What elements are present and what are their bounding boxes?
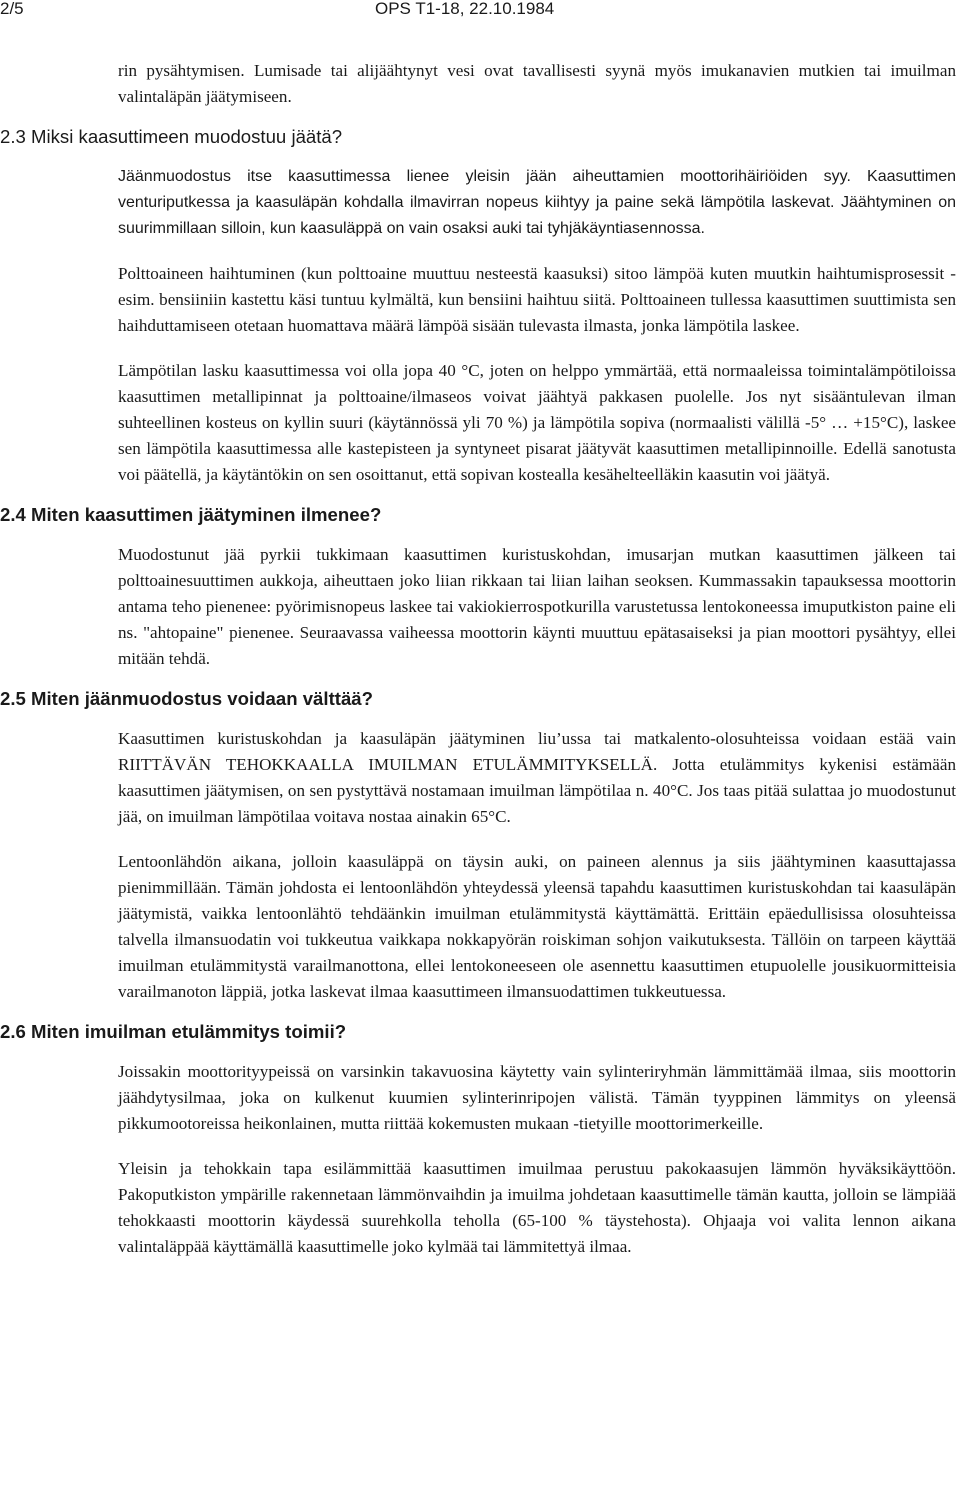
section-2-3-paragraph-3: Lämpötilan lasku kaasuttimessa voi olla jopa 40 °C, joten on helppo ymmärtää, että normaaleissa toimintalämpötiloissa kaasuttimen metallipinnat ja polttoaine/ilmaseos voivat jäähtyä pakkasen puolelle. Jos nyt sisääntulevan ilman suhteellinen kosteus on kyllin suuri (käytännössä yli 70 %) ja lämpötila sopiva (normaalisti välillä -5° … +15°C), laskee sen lämpötila kaasuttimessa alle kastepisteen ja syntyneet pisarat jäätyvät kaasuttimen metallipinnoille. Edellä sanotusta voi päätellä, ja käytäntökin on sen osoittanut, että sopivan kostealla kesähelteelläkin kaasutin voi jäätyä. [118, 361, 956, 484]
section-2-6-paragraph-1: Joissakin moottorityypeissä on varsinkin takavuosina käytetty vain sylinteriryhmän lämmittämää ilmaa, siis moottorin jäähdytysilmaa, joka on kulkenut kuumien sylinterinripojen välistä. Tämän tyyppinen lämmitys on yleensä pikkumootoreissa heikonlainen, mutta riittää kokemusten mukaan -tietyille moottorimerkeille. [118, 1062, 956, 1133]
section-heading-2-3: 2.3 Miksi kaasuttimeen muodostuu jäätä? [0, 126, 343, 147]
section-2-5-paragraph-2: Lentoonlähdön aikana, jolloin kaasuläppä on täysin auki, on paineen alennus ja siis jäähtyminen kaasuttajassa pienimmillään. Tämän johdosta ei lentoonlähdön yhteydessä yleensä tapahdu kaasuttimen kuristuskohdan tai kaasuläpän jäätymistä, vaikka lentoonlähtö tehdäänkin imuilman etulämmitystä käyttämättä. Erittäin epäedullisissa olosuhteissa talvella ilmansuodatin voi tukkeutua vaikkapa nokkapyörän roiskiman sohjon vaikutuksesta. Tällöin on tarpeen käyttää imuilman etulämmitystä varailmanottona, ellei lentokoneeseen ole asennettu kaasuttimen etupuolelle jousikuormitteisia varailmanoton läppiä, jotka laskevat ilmaa kaasuttimeen ilmansuodattimen tukkeutuessa. [118, 852, 956, 1001]
section-2-3-paragraph-2: Polttoaineen haihtuminen (kun polttoaine muuttuu nesteestä kaasuksi) sitoo lämpöä kuten muutkin haihtumisprosessit - esim. bensiiniin kastettu käsi tuntuu kylmältä, kun bensiini haihtuu siitä. Polttoaineen tullessa kaasuttimen suuttimista sen haihduttamiseen otetaan huomattava määrä lämpöä sisään tulevasta ilmasta, jonka lämpötila laskee. [118, 264, 956, 335]
section-2-4-paragraph-1: Muodostunut jää pyrkii tukkimaan kaasuttimen kuristuskohdan, imusarjan mutkan kaasuttimen jälkeen tai polttoainesuuttimen aukkoja, aiheuttaen joko liian rikkaan tai liian laihan seoksen. Kummassakin tapauksessa moottorin antama teho pienenee: pyörimisnopeus laskee tai vakiokierrospotkurilla varustetussa lentokoneessa imuputkiston paine eli ns. "ahtopaine" pienenee. Seuraavassa vaiheessa moottorin käynti muuttuu epätasaiseksi ja pian moottori pysähtyy, ellei mitään tehdä. [118, 545, 956, 668]
section-2-3-paragraph-1: Jäänmuodostus itse kaasuttimessa lienee yleisin jään aiheuttamien moottorihäiriöiden syy. Kaasuttimen venturiputkessa ja kaasuläpän kohdalla ilmavirran nopeus kiihtyy ja paine sekä lämpötila laskevat. Jäähtyminen on suurimmillaan silloin, kun kaasuläppä on vain osaksi auki tai tyhjäkäyntiasennossa. [118, 168, 956, 237]
section-heading-2-6: 2.6 Miten imuilman etulämmitys toimii? [0, 1021, 347, 1042]
section-2-5-paragraph-1: Kaasuttimen kuristuskohdan ja kaasuläpän jäätyminen liu’ussa tai matkalento-olosuhteissa voidaan estää vain RIITTÄVÄN TEHOKKAALLA IMUILMAN ETULÄMMITYKSELLÄ. Jotta etulämmitys kykenisi estämään kaasuttimen jäätymisen, on sen pystyttävä nostamaan imuilman lämpötilaa n. 40°C. Jos taas pitää sulattaa jo muodostunut jää, on imuilman lämpötilaa voitava nostaa ainakin 65°C. [118, 729, 956, 826]
section-2-6-paragraph-2: Yleisin ja tehokkain tapa esilämmittää kaasuttimen imuilmaa perustuu pakokaasujen lämmön hyväksikäyttöön. Pakoputkiston ympärille rakennetaan lämmönvaihdin ja imuilma johdetaan kaasuttimelle tämän kautta, jolloin se lämpiää tehokkaasti moottorin käydessä suurehkolla teholla (65-100 % täystehosta). Ohjaaja voi valita lennon aikana valintaläppää käyttämällä kaasuttimelle joko kylmää tai lämmitettyä ilmaa. [118, 1159, 956, 1256]
intro-paragraph: rin pysähtymisen. Lumisade tai alijäähtynyt vesi ovat tavallisesti syynä myös imukanavien mutkien tai imuilman valintaläpän jäätymiseen. [118, 61, 956, 106]
document-body [0, 58, 960, 1260]
page-number: 2/5 [0, 0, 24, 18]
document-reference: OPS T1-18, 22.10.1984 [375, 0, 555, 18]
page-header [0, 0, 960, 18]
section-heading-2-5: 2.5 Miten jäänmuodostus voidaan välttää? [0, 688, 373, 709]
section-heading-2-4: 2.4 Miten kaasuttimen jäätyminen ilmenee? [0, 504, 382, 525]
